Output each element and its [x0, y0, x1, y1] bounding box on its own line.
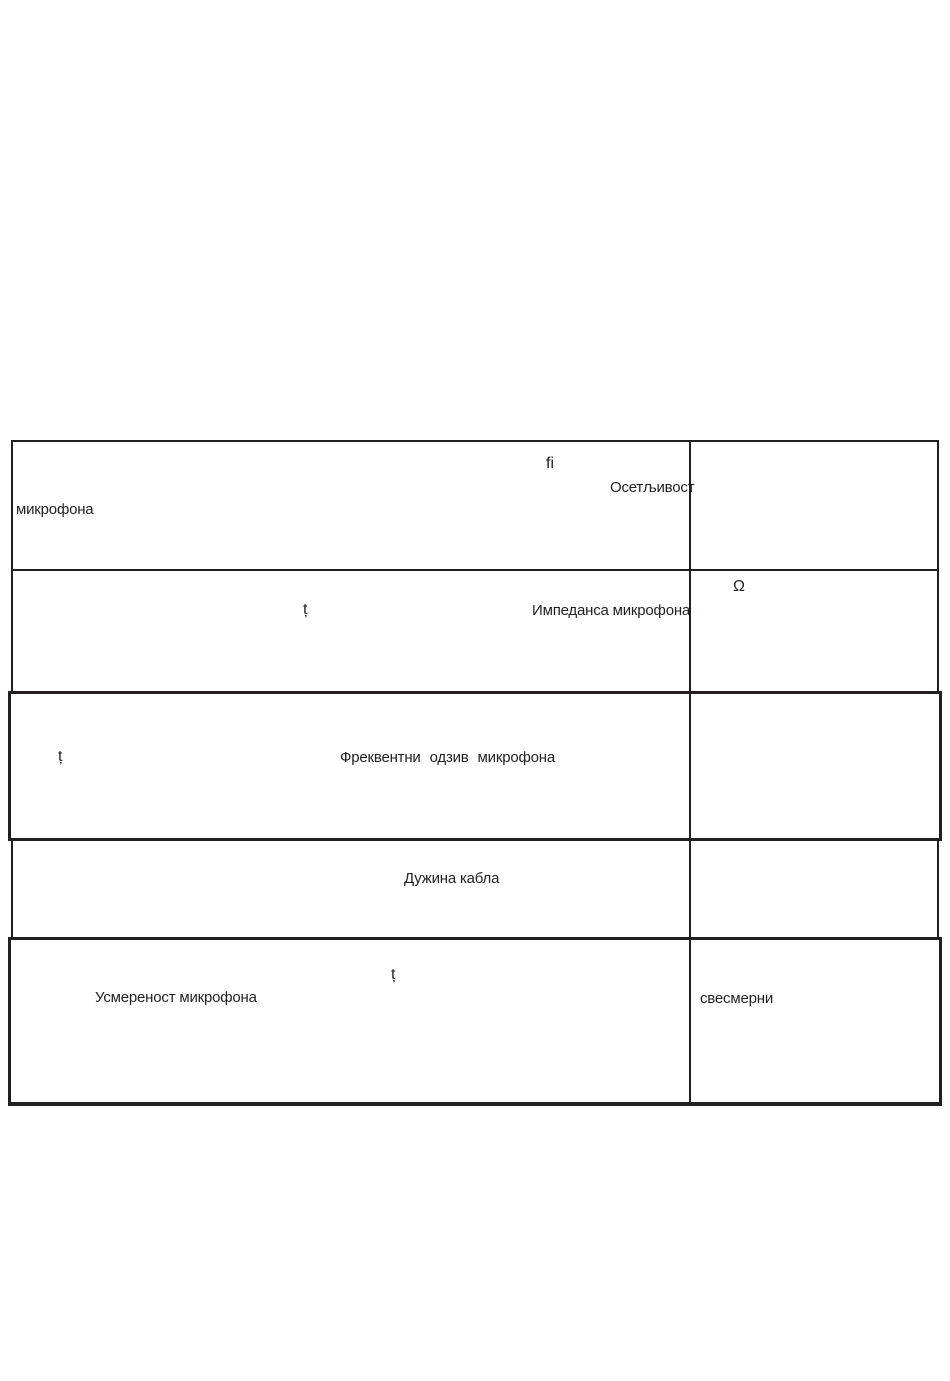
- impedance-label: Импеданса микрофона: [532, 602, 691, 619]
- impedance-marker-glyph: ț: [303, 601, 308, 618]
- spec-row-cable-length: [11, 841, 939, 937]
- spec-row-directionality: [8, 937, 942, 1106]
- frequency-response-label: Фреквентни одзив микрофона: [340, 749, 555, 766]
- spec-row-frequency-response: [8, 691, 942, 841]
- directionality-label: Усмереност микрофона: [95, 989, 257, 1006]
- spec-row-sensitivity: [11, 440, 939, 571]
- frequency-response-marker-glyph: ț: [58, 748, 63, 765]
- cable-length-label: Дужина кабла: [404, 870, 500, 887]
- spec-row-impedance: [11, 571, 939, 691]
- sensitivity-marker-glyph: ﬁ: [546, 455, 554, 472]
- impedance-unit-symbol: Ω: [733, 578, 745, 595]
- sensitivity-label-line1: Осетљивост: [610, 479, 695, 496]
- sensitivity-label-line2: микрофона: [16, 501, 94, 518]
- column-divider: [689, 440, 691, 1104]
- directionality-value: свесмерни: [700, 990, 774, 1007]
- directionality-marker-glyph: ț: [391, 966, 396, 983]
